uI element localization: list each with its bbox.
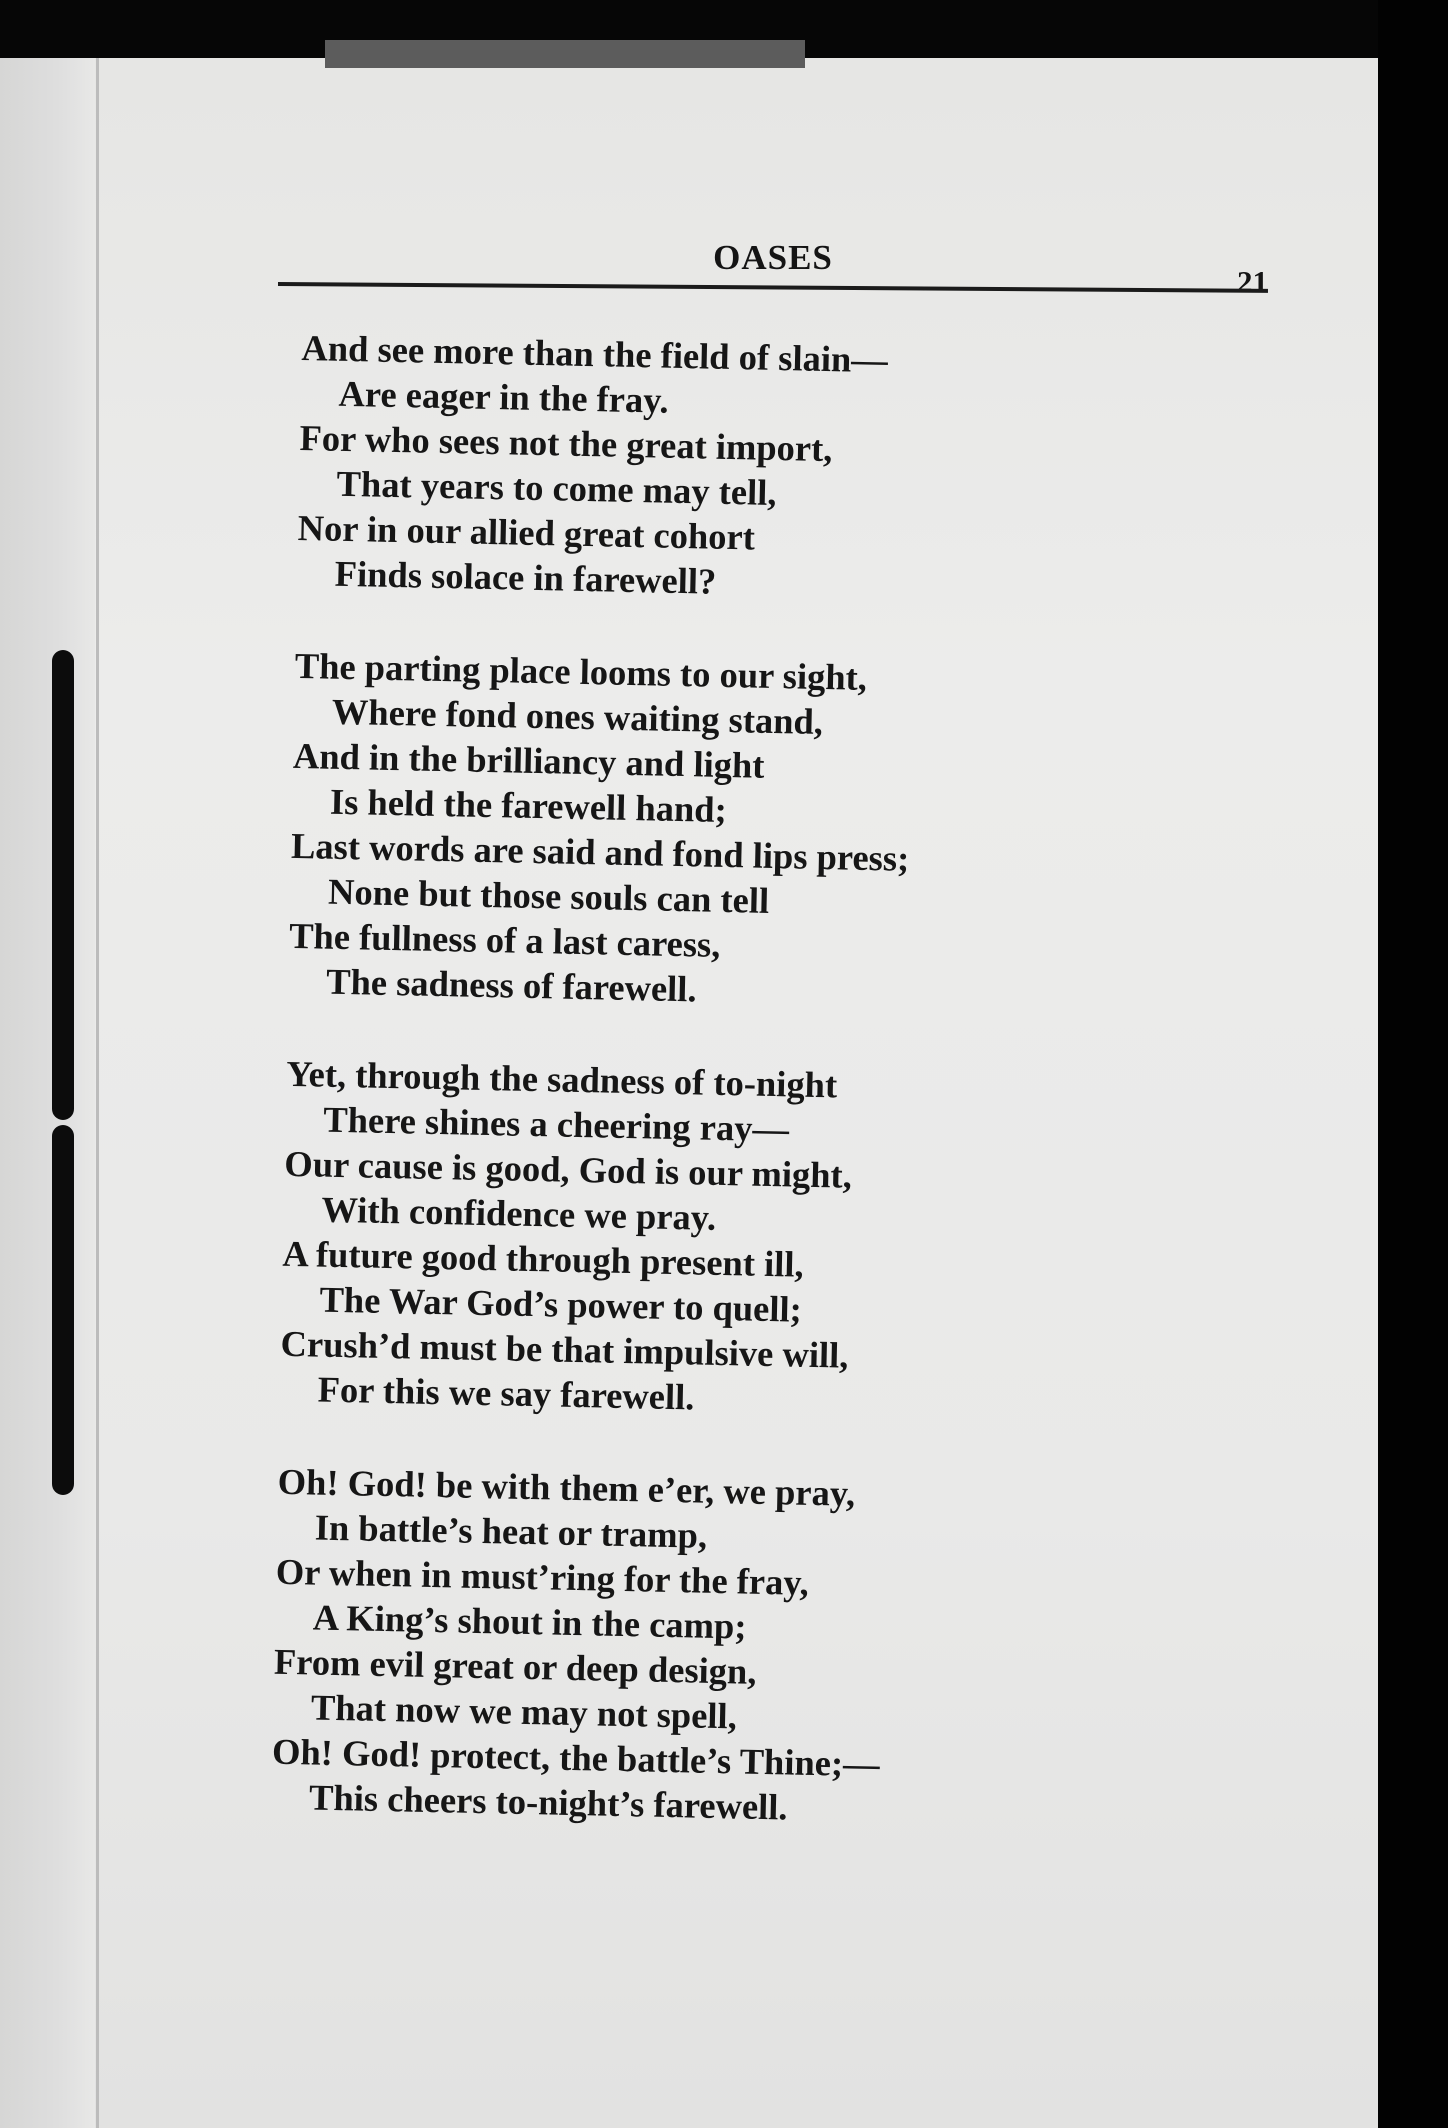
poem-line: And in the brilliancy and light xyxy=(292,734,765,786)
binding-thread-lower xyxy=(52,1125,74,1495)
poem-line: Crush’d must be that impulsive will, xyxy=(280,1322,849,1376)
poem-line: There shines a cheering ray— xyxy=(322,1098,790,1150)
spine-fold xyxy=(96,58,99,2128)
poem-line: In battle’s heat or tramp, xyxy=(314,1506,708,1556)
poem-line: Where fond ones waiting stand, xyxy=(331,690,824,742)
poem-line: That years to come may tell, xyxy=(336,462,777,513)
running-head-title: OASES xyxy=(713,238,833,277)
poem-line: Nor in our allied great cohort xyxy=(297,506,756,558)
header-rule xyxy=(278,282,1268,293)
poem-line: Yet, through the sadness of to-night xyxy=(285,1052,838,1106)
binding-thread-upper xyxy=(52,650,74,1120)
running-header xyxy=(278,226,1268,318)
poem-stanza xyxy=(279,1051,1046,1427)
poem-body xyxy=(270,325,1062,1883)
poem-line: The fullness of a last caress, xyxy=(288,914,721,965)
page-number: 21 xyxy=(1237,264,1268,299)
poem-line: That now we may not spell, xyxy=(310,1686,738,1737)
poem-line: None but those souls can tell xyxy=(327,870,770,921)
poem-line: Last words are said and fond lips press; xyxy=(290,824,910,879)
poem-line: This cheers to-night’s farewell. xyxy=(308,1776,788,1828)
poem-line: Is held the farewell hand; xyxy=(329,780,728,830)
poem-line: Or when in must’ring for the fray, xyxy=(275,1550,810,1603)
poem-stanza xyxy=(271,1459,1038,1835)
poem-stanza xyxy=(296,325,1061,611)
right-edge-shadow xyxy=(1378,0,1448,2128)
poem-line: The sadness of farewell. xyxy=(325,960,698,1010)
gutter-shadow xyxy=(0,58,95,2128)
poem-line: From evil great or deep design, xyxy=(273,1640,757,1692)
poem-line: Finds solace in farewell? xyxy=(334,552,717,602)
poem-line: Oh! God! be with them e’er, we pray, xyxy=(277,1460,856,1514)
poem-line: A King’s shout in the camp; xyxy=(312,1596,747,1647)
poem-line: The War God’s power to quell; xyxy=(319,1278,803,1330)
poem-line: A future good through present ill, xyxy=(282,1232,805,1285)
poem-line: For who sees not the great import, xyxy=(299,416,833,470)
poem-line: And see more than the field of slain— xyxy=(301,326,889,381)
page-top-edge xyxy=(325,40,805,68)
poem-line: The parting place looms to our sight, xyxy=(294,644,868,698)
poem-line: Our cause is good, God is our might, xyxy=(284,1142,853,1196)
poem-line: For this we say farewell. xyxy=(317,1368,695,1418)
poem-line: Oh! God! protect, the battle’s Thine;— xyxy=(271,1730,881,1785)
poem-stanza xyxy=(288,643,1055,1019)
poem-line: With confidence we pray. xyxy=(321,1188,717,1238)
poem-line: Are eager in the fray. xyxy=(338,372,670,421)
